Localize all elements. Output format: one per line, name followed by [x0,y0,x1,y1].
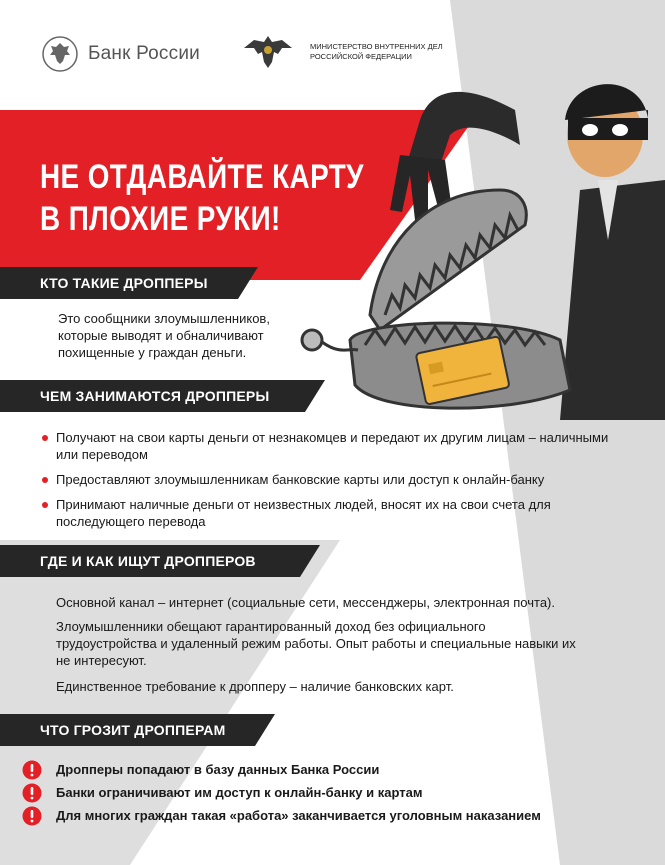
list-item: Банки ограничивают им доступ к онлайн-банку и картам [22,783,642,803]
section-where-title: ГДЕ И КАК ИЩУТ ДРОППЕРОВ [0,545,300,577]
section-threat-list [22,760,642,829]
bank-of-russia-logo-icon [42,36,78,72]
thief-trap-illustration [280,40,665,420]
bullet-dot-icon [42,502,48,508]
bullet-dot-icon [42,435,48,441]
list-item: Дропперы попадают в базу данных Банка России [22,760,642,780]
warning-icon [22,806,42,826]
section-threat-title: ЧТО ГРОЗИТ ДРОППЕРАМ [0,714,255,746]
section-what-list [42,429,632,538]
warning-icon [22,783,42,803]
bullet-dot-icon [42,477,48,483]
mvd-name: МИНИСТЕРСТВО ВНУТРЕННИХ ДЕЛ РОССИЙСКОЙ ФЕДЕРАЦИИ [310,42,443,61]
warning-icon [22,760,42,780]
section-who-title: КТО ТАКИЕ ДРОППЕРЫ [0,267,238,299]
section-where-p1: Основной канал – интернет (социальные сети, мессенджеры, электронная почта). [56,595,555,610]
section-where-p2: Злоумышленники обещают гарантированный доход без официального трудоустройства и удаленный режим работы. Опыт работы и специальные навыки их не интересуют. [56,619,576,668]
section-what-title: ЧЕМ ЗАНИМАЮТСЯ ДРОППЕРЫ [0,380,305,412]
list-item: Получают на свои карты деньги от незнакомцев и передают их другим лицам – наличными или переводом [42,429,632,463]
section-where-p3: Единственное требование к дропперу – наличие банковских карт. [56,679,454,694]
list-item: Предоставляют злоумышленникам банковские карты или доступ к онлайн-банку [42,471,632,488]
list-item: Принимают наличные деньги от неизвестных людей, вносят их на свои счета для последующего перевода [42,496,632,530]
hero-title-line1: НЕ ОТДАВАЙТЕ КАРТУ [40,158,364,196]
section-who-text: Это сообщники злоумышленников, которые выводят и обналичивают похищенные у граждан деньги. [58,311,270,360]
hero-title-line2: В ПЛОХИЕ РУКИ! [40,200,281,238]
bank-name: Банк России [88,43,200,64]
list-item: Для многих граждан такая «работа» заканчивается уголовным наказанием [22,806,642,826]
